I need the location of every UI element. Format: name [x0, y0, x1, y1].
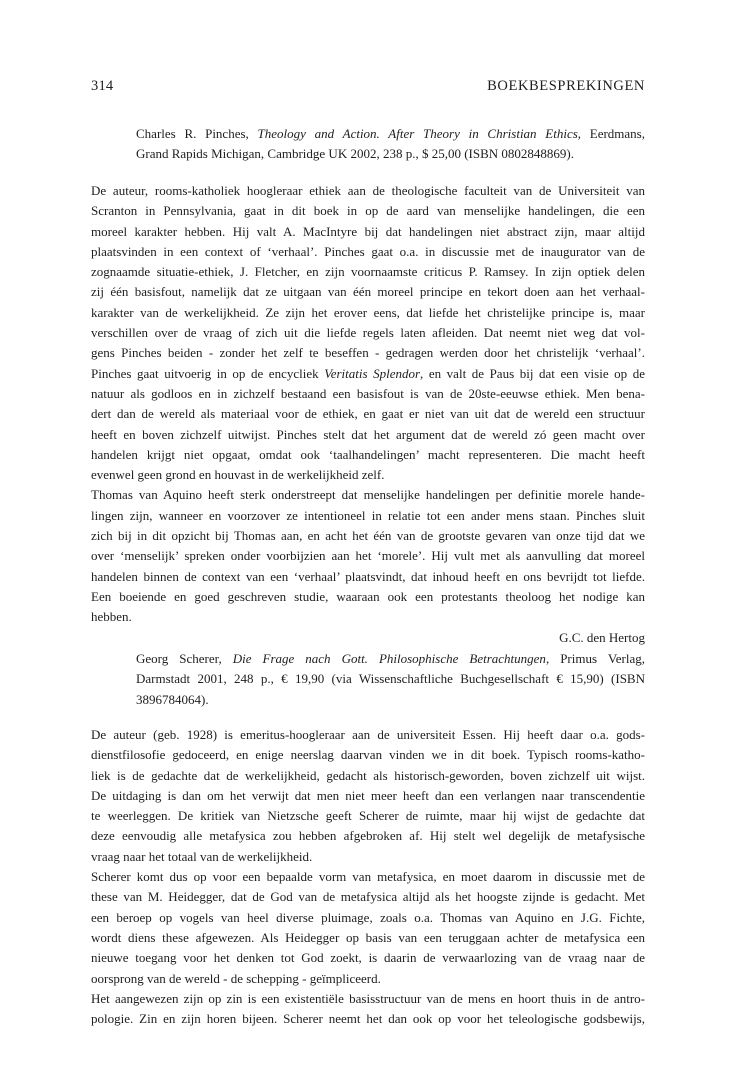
citation-line: Grand Rapids Michigan, Cambridge UK 2002, 238 p., $ 25,00 (ISBN 0802848869). [136, 146, 574, 162]
text-line: handelen krijgt niet opgaat, omdat ook ‘taalhandelingen’ macht representeren. Die macht heeft [91, 446, 645, 462]
text-line: handelen binnen de context van een ‘verhaal’ plaatsvindt, dat inhoud heeft en ons bevrijdt tot liefde. [91, 568, 645, 584]
text-line: lingen zijn, wanneer en voorzover ze intentioneel in relatie tot een ander mens staan. Pinches sluit [91, 507, 645, 523]
text-line: dienstfilosofie gedoceerd, en enige neerslag daarvan vinden we in dit boek. Typisch rooms-katho- [91, 747, 645, 763]
text-line: over ‘menselijk’ spreken onder voorbijzien aan het ‘morele’. Hij vult met als aanvulling dat moreel [91, 548, 645, 564]
text-line: gens Pinches beiden - zonder het zelf te beseffen - gedragen werden door het christelijk ‘verhaal’. [91, 345, 645, 361]
text-line: zij één basisfout, namelijk dat ze uitgaan van één moreel principe en tekort doen aan het verhaal- [91, 284, 645, 300]
text-fragment: , en valt de Paus bij dat een visie op de [420, 365, 646, 381]
paragraph [91, 989, 645, 1030]
citation-book-title: Die Frage nach Gott. Philosophische Betrachtungen [232, 651, 546, 666]
text-line: liek is de gedachte dat de werkelijkheid, gedacht als historisch-geworden, boven zichzelf uit wijst. [91, 767, 645, 783]
text-line: hebben. [91, 609, 132, 625]
text-line: plaatsvinden in een context of ‘verhaal’. Pinches gaat o.a. in discussie met de inaugurator van de [91, 243, 645, 259]
reviewer-signature: G.C. den Hertog [559, 629, 645, 645]
citation-line [136, 124, 645, 144]
text-line: Scranton in Pennsylvania, gaat in dit boek in op de aard van menselijke handelingen, die een [91, 203, 645, 219]
paragraph [91, 181, 645, 485]
text-line: verschillen over de vraag of zich uit die liefde regels laten afleiden. Dat neemt niet weg dat vol- [91, 325, 645, 341]
citation-book-title: Theology and Action. After Theory in Christian Ethics [257, 126, 578, 141]
citation-publisher: , Primus Verlag, [545, 651, 646, 666]
text-line: nieuwe toegang voor het denken tot God zoekt, is daarin de verwaarlozing van de vraag naar de [91, 950, 645, 966]
text-line: moreel karakter hebben. Hij valt A. MacIntyre bij dat handelingen niet abstract zijn, maar altijd [91, 223, 645, 239]
review-1-body [91, 181, 645, 648]
text-line: te weerleggen. De kritiek van Nietzsche geeft Scherer de ruimte, maar hij wijst de gedachte dat [91, 808, 645, 824]
text-line [91, 364, 645, 384]
paragraph [91, 485, 645, 627]
section-title: BOEKBESPREKINGEN [487, 78, 645, 94]
encyclical-title: Veritatis Splendor [324, 365, 421, 381]
text-line: these van M. Heidegger, dat de God van de metafysica altijd als het hoogste zijnde is gedacht. Met [91, 889, 645, 905]
text-line: dert dan de wereld als materiaal voor de ethiek, en gaat er niet van uit dat de wereld een structuur [91, 406, 645, 422]
text-line: pologie. Zin en zijn horen bijeen. Scherer neemt het dan ook op voor het teleologische godsbewijs, [91, 1011, 645, 1027]
citation-author: Georg Scherer, [136, 651, 233, 666]
paragraph [91, 725, 645, 867]
page-number: 314 [91, 78, 114, 94]
citation-author: Charles R. Pinches, [136, 126, 258, 141]
text-line: De auteur, rooms-katholiek hoogleraar ethiek aan de theologische faculteit van de Universiteit van [91, 183, 645, 198]
citation-line [136, 649, 645, 669]
text-line: heeft en boven zichzelf uitwijst. Pinches stelt dat het argument dat de wereld zó geen macht over [91, 426, 645, 442]
text-line: wordt diens these afgewezen. Als Heidegger op basis van een teruggaan achter de metafysica een [91, 929, 645, 945]
text-fragment: Pinches gaat uitvoerig in op de encycliek [91, 365, 325, 381]
text-line: Thomas van Aquino heeft sterk onderstreept dat menselijke handelingen per definitie morele hande- [91, 487, 645, 503]
review-2-citation [136, 649, 645, 710]
text-line: Een boeiende en goed geschreven studie, waaraan ook een protestants theoloog het nodige kan [91, 588, 645, 604]
text-line: De auteur (geb. 1928) is emeritus-hoogleraar aan de universiteit Essen. Hij heeft daar o.a. gods- [91, 727, 645, 742]
text-line: karakter van de werkelijkheid. Ze zijn het erover eens, dat liefde het christelijke principe is, maar [91, 304, 645, 320]
text-line: Scherer komt dus op voor een bepaalde vorm van metafysica, en moet daarom in discussie met de [91, 869, 645, 885]
running-head [91, 78, 645, 95]
citation-line: Darmstadt 2001, 248 p., € 19,90 (via Wissenschaftliche Buchgesellschaft € 15,90) (ISBN [136, 671, 645, 687]
text-line: zognaamde situatie-ethiek, J. Fletcher, en zijn voornaamste criticus P. Ramsey. In zijn optiek delen [91, 264, 645, 280]
citation-line: 3896784064). [136, 691, 209, 707]
text-line: De uitdaging is dan om het verwijt dat men niet meer heeft dan een verlangen naar transcendentie [91, 787, 645, 803]
citation-publisher: , Eerdmans, [577, 126, 645, 141]
text-line: een beroep op vogels van heel diverse pluimage, zoals o.a. Thomas van Aquino en J.G. Fichte, [91, 909, 645, 925]
text-line: deze eenvoudig alle metafysica zou hebben afgebroken af. Hij stelt wel degelijk de metafysische [91, 828, 645, 844]
review-1-citation [136, 124, 645, 165]
text-line: evenwel geen grond en houvast in de werkelijkheid zelf. [91, 467, 385, 483]
text-line: zich bij in dit opzicht bij Thomas aan, en acht het één van de grootste gevaren van onze tijd dat we [91, 528, 645, 544]
review-2-body [91, 725, 645, 1029]
text-line: natuur als godloos en in zichzelf bestaand een basisfout is van de 20ste-eeuwse ethiek. Men bena- [91, 385, 645, 401]
text-line: vraag naar het totaal van de werkelijkheid. [91, 848, 313, 864]
text-line: Het aangewezen zijn op zin is een existentiële basisstructuur van de mens en hoort thuis in de antro- [91, 990, 645, 1006]
paragraph [91, 867, 645, 989]
text-line: oorsprong van de wereld - de schepping - geïmpliceerd. [91, 970, 381, 986]
